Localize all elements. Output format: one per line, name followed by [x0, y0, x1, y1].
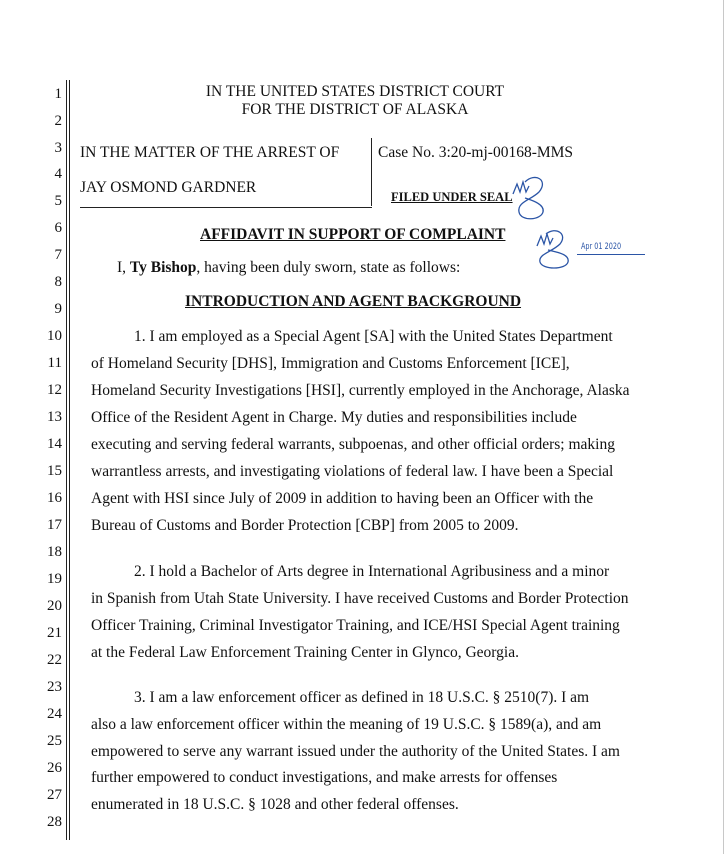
caption-divider: [371, 138, 372, 206]
caption-rule: [80, 207, 372, 208]
line-number: 23: [47, 679, 62, 695]
margin-rule-right: [69, 80, 70, 840]
paragraph-line: Office of the Resident Agent in Charge. My duties and responsibilities include: [91, 409, 577, 426]
initials-signature-1: [505, 168, 555, 224]
paragraph-line: at the Federal Law Enforcement Training Center in Glynco, Georgia.: [91, 644, 519, 661]
line-number: 24: [47, 706, 62, 722]
court-district: FOR THE DISTRICT OF ALASKA: [241, 101, 469, 118]
line-number: 9: [54, 301, 62, 317]
line-number: 11: [47, 355, 62, 371]
line-number: 7: [54, 247, 62, 263]
line-number: 25: [47, 733, 62, 749]
line-number: 21: [47, 625, 62, 641]
affiant-name: Ty Bishop: [129, 259, 197, 276]
section-heading: INTRODUCTION AND AGENT BACKGROUND: [185, 293, 522, 310]
line-number: 26: [47, 760, 62, 776]
line-number: 28: [47, 814, 62, 830]
paragraph-line: of Homeland Security [DHS], Immigration and Customs Enforcement [ICE],: [91, 355, 570, 372]
matter-line-1: IN THE MATTER OF THE ARREST OF: [80, 144, 340, 161]
paragraph-line: empowered to serve any warrant issued under the authority of the United States. I am: [91, 743, 620, 760]
paragraph-line: 1. I am employed as a Special Agent [SA] with the United States Department: [134, 328, 613, 345]
line-number: 10: [47, 328, 62, 344]
paragraph-line: 2. I hold a Bachelor of Arts degree in International Agribusiness and a minor: [134, 563, 610, 580]
line-number: 19: [47, 571, 62, 587]
paragraph-line: further empowered to conduct investigations, and make arrests for offenses: [91, 769, 558, 786]
stamp-rule: [577, 254, 645, 255]
paragraph-line: Homeland Security Investigations [HSI], currently employed in the Anchorage, Alaska: [91, 382, 630, 399]
paragraph-line: enumerated in 18 U.S.C. § 1028 and other federal offenses.: [91, 796, 459, 813]
line-number: 1: [54, 86, 62, 102]
filed-under-seal: FILED UNDER SEAL: [391, 190, 513, 204]
line-number: 17: [47, 517, 62, 533]
oath-statement: [117, 259, 460, 277]
line-number: 4: [54, 166, 62, 182]
line-number: 20: [47, 598, 62, 614]
court-name: IN THE UNITED STATES DISTRICT COURT: [205, 83, 505, 100]
line-number: 8: [54, 274, 62, 290]
paragraph-line: Agent with HSI since July of 2009 in addition to having been an Officer with the: [91, 490, 594, 507]
paragraph-line: Officer Training, Criminal Investigator Training, and ICE/HSI Special Agent training: [91, 617, 620, 634]
initials-signature-2: [532, 224, 582, 272]
line-number: 3: [54, 140, 62, 156]
paragraph-line: executing and serving federal warrants, subpoenas, and other official orders; making: [91, 436, 615, 453]
oath-prefix: I,: [117, 259, 130, 276]
line-number: 5: [54, 193, 62, 209]
line-number: 2: [54, 113, 62, 129]
case-number: Case No. 3:20-mj-00168-MMS: [378, 144, 574, 161]
oath-suffix: , having been duly sworn, state as follows:: [196, 259, 461, 276]
paragraph-line: 3. I am a law enforcement officer as defined in 18 U.S.C. § 2510(7). I am: [134, 689, 590, 706]
paragraph-line: Bureau of Customs and Border Protection [CBP] from 2005 to 2009.: [91, 517, 519, 534]
line-number: 13: [47, 409, 62, 425]
line-number: 18: [47, 544, 62, 560]
line-number: 16: [47, 490, 62, 506]
filed-date-stamp: Apr 01 2020: [581, 242, 622, 252]
paragraph-line: in Spanish from Utah State University. I have received Customs and Border Protection: [91, 590, 629, 607]
line-number: 15: [47, 463, 62, 479]
line-number: 27: [47, 787, 62, 803]
paragraph-line: warrantless arrests, and investigating violations of federal law. I have been a Special: [91, 463, 614, 480]
matter-line-2: JAY OSMOND GARDNER: [80, 179, 257, 196]
margin-rule-left: [66, 80, 67, 840]
line-number: 6: [54, 220, 62, 236]
line-number: 22: [47, 652, 62, 668]
document-title: AFFIDAVIT IN SUPPORT OF COMPLAINT: [200, 226, 506, 243]
paragraph-line: also a law enforcement officer within the meaning of 19 U.S.C. § 1589(a), and am: [91, 716, 602, 733]
page-edge: [723, 0, 724, 854]
line-number: 14: [47, 436, 62, 452]
line-number: 12: [47, 382, 62, 398]
